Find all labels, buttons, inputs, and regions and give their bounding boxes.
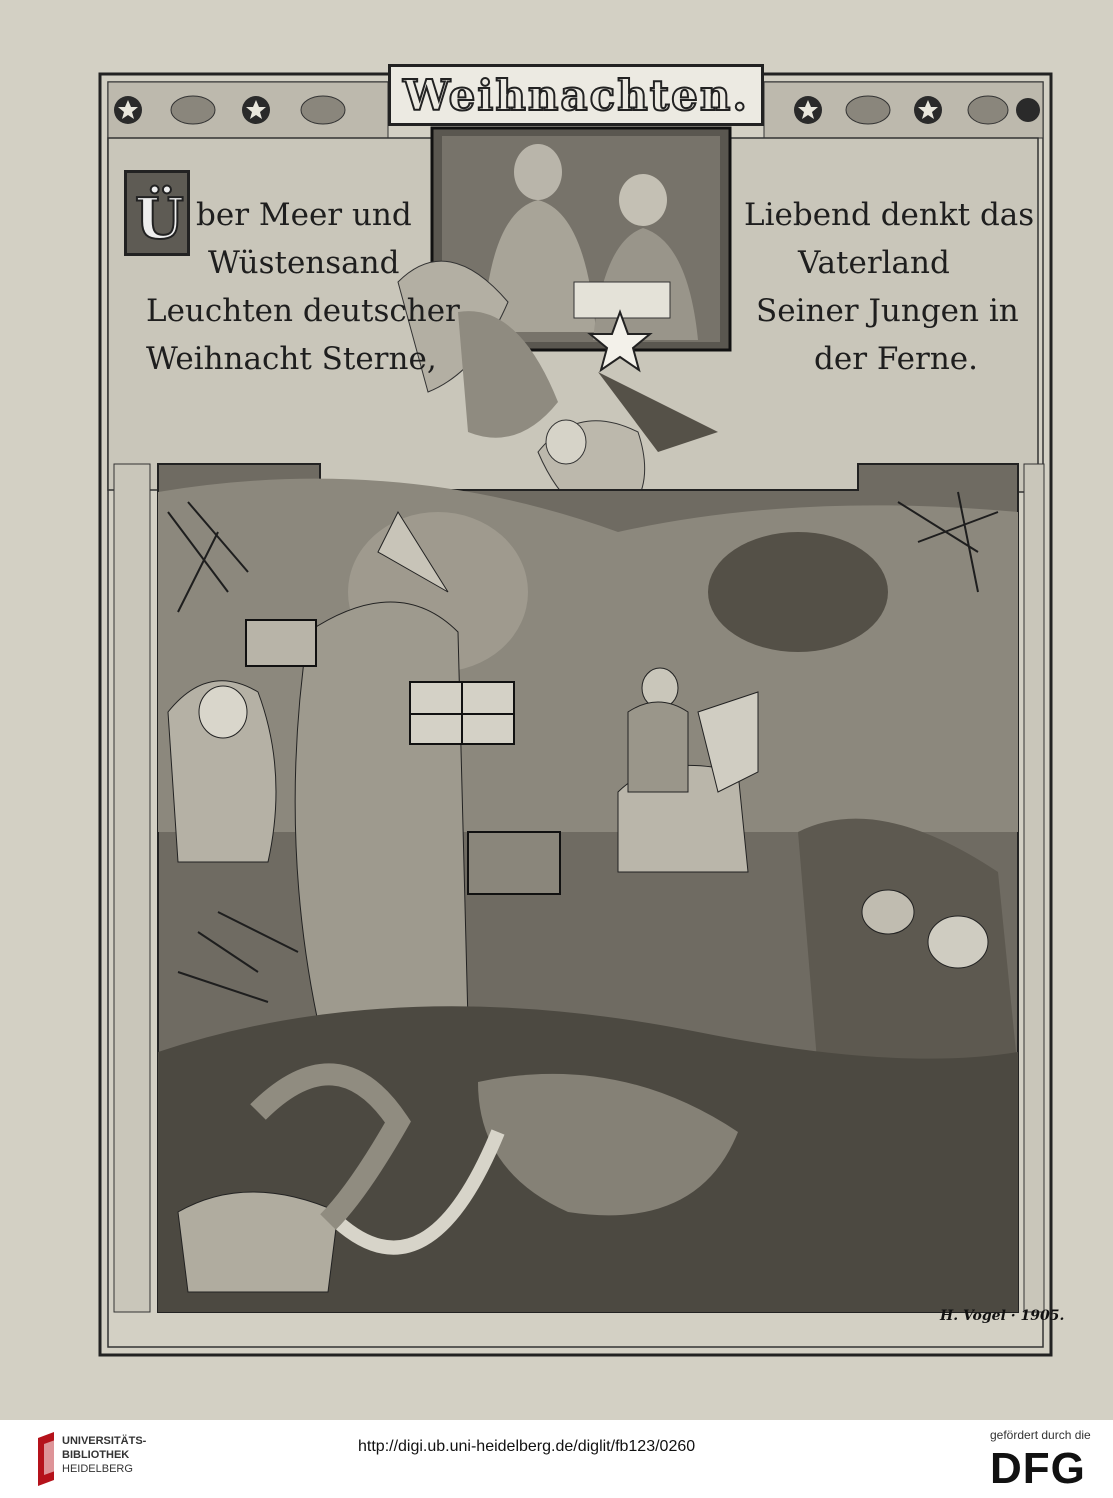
verse-right-line-2: Vaterland <box>798 245 950 281</box>
illustration-frame <box>98 72 1053 1357</box>
library-name <box>62 1434 146 1476</box>
verse-left-line-4: Weihnacht Sterne, <box>146 341 437 377</box>
library-name-line-2: BIBLIOTHEK <box>62 1449 130 1461</box>
page-title: Weihnachten. <box>402 70 750 120</box>
verse-right-line-4: der Ferne. <box>814 341 979 377</box>
library-name-line-3: HEIDELBERG <box>62 1463 133 1475</box>
drop-cap: Ü <box>135 186 184 252</box>
verse-left-line-1: ber Meer und <box>196 197 412 233</box>
footer-bar <box>0 1420 1113 1498</box>
artist-signature: H. Vogel · 1905. <box>940 1308 1065 1324</box>
verse-right-line-3: Seiner Jungen in <box>756 293 1019 329</box>
verse-left-line-2: Wüstensand <box>208 245 400 281</box>
title-banner <box>388 64 764 126</box>
drop-cap-box <box>124 170 190 256</box>
permalink-url[interactable]: http://digi.ub.uni-heidelberg.de/diglit/fb123/0260 <box>358 1438 696 1455</box>
verse-left-line-3: Leuchten deutscher <box>146 293 460 329</box>
dfg-logo: DFG <box>990 1444 1086 1493</box>
library-name-line-1: UNIVERSITÄTS- <box>62 1435 147 1447</box>
university-library-logo-icon <box>36 1430 60 1488</box>
funding-caption: gefördert durch die <box>990 1428 1091 1442</box>
verse-right-line-1: Liebend denkt das <box>744 197 1035 233</box>
